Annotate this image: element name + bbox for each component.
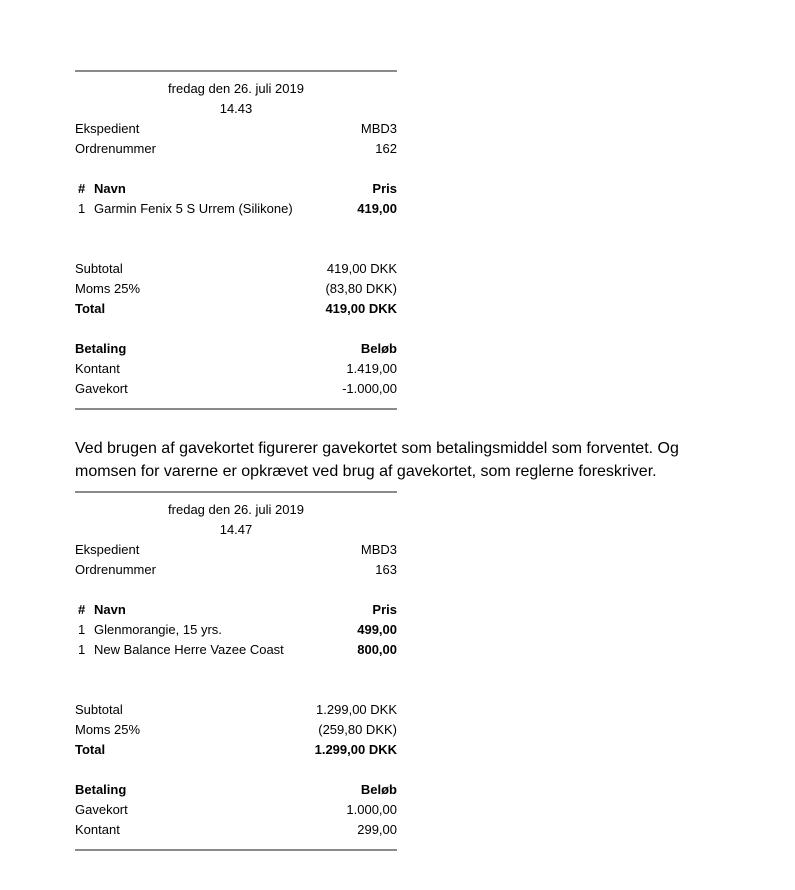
items-header-price: Pris <box>372 181 397 196</box>
payment-row <box>75 820 397 840</box>
payment-header-value: Beløb <box>360 341 397 356</box>
item-left <box>75 620 222 640</box>
item-left <box>75 199 293 219</box>
item-name: Garmin Fenix 5 S Urrem (Silikone) <box>94 201 293 216</box>
item-qty: 1 <box>78 642 86 657</box>
info-row <box>75 540 397 560</box>
vat-row <box>75 720 397 740</box>
item-left <box>75 640 284 660</box>
receipt-date: fredag den 26. juli 2019 <box>168 81 304 96</box>
subtotal-value: 419,00 DKK <box>326 261 397 276</box>
spacer <box>75 239 397 259</box>
items-header-num: # <box>78 602 86 617</box>
subtotal-value: 1.299,00 DKK <box>316 702 397 717</box>
spacer <box>75 760 397 780</box>
items-header-name: Navn <box>94 602 126 617</box>
info-value: 163 <box>375 562 397 577</box>
info-row <box>75 119 397 139</box>
spacer <box>75 660 397 680</box>
spacer <box>75 219 397 239</box>
items-header-price: Pris <box>372 602 397 617</box>
payment-value: -1.000,00 <box>342 381 397 396</box>
payment-header-value: Beløb <box>360 782 397 797</box>
item-name: Glenmorangie, 15 yrs. <box>94 622 222 637</box>
total-label: Total <box>75 742 106 757</box>
receipt-1 <box>75 70 397 410</box>
items-header <box>75 179 397 199</box>
vat-value: (83,80 DKK) <box>325 281 397 296</box>
payment-label: Gavekort <box>75 802 128 817</box>
subtotal-row <box>75 259 397 279</box>
payment-label: Kontant <box>75 822 120 837</box>
info-row <box>75 139 397 159</box>
payment-header <box>75 339 397 359</box>
receipt-date: fredag den 26. juli 2019 <box>168 502 304 517</box>
payment-row <box>75 379 397 399</box>
info-label: Ekspedient <box>75 542 140 557</box>
payment-value: 1.419,00 <box>346 361 397 376</box>
spacer <box>75 319 397 339</box>
spacer <box>75 580 397 600</box>
total-label: Total <box>75 301 106 316</box>
vat-value: (259,80 DKK) <box>318 722 397 737</box>
items-header-name: Navn <box>94 181 126 196</box>
items-header <box>75 600 397 620</box>
note-paragraph: Ved brugen af gavekortet figurerer gavekortet som betalingsmiddel som forventet. Og momsen for varerne er opkrævet ved brug af gavekortet, som reglerne foreskriver. <box>75 440 679 480</box>
items-header-left <box>75 600 126 620</box>
payment-label: Gavekort <box>75 381 128 396</box>
info-value: MBD3 <box>360 121 397 136</box>
item-row <box>75 199 397 219</box>
item-name: New Balance Herre Vazee Coast <box>94 642 284 657</box>
subtotal-label: Subtotal <box>75 702 123 717</box>
info-row <box>75 560 397 580</box>
payment-header-label: Betaling <box>75 782 127 797</box>
payment-row <box>75 800 397 820</box>
payment-header-label: Betaling <box>75 341 127 356</box>
payment-label: Kontant <box>75 361 120 376</box>
info-label: Ekspedient <box>75 121 140 136</box>
total-value: 419,00 DKK <box>325 301 397 316</box>
payment-value: 1.000,00 <box>346 802 397 817</box>
spacer <box>75 680 397 700</box>
receipt-time: 14.43 <box>219 101 253 116</box>
info-value: 162 <box>375 141 397 156</box>
info-label: Ordrenummer <box>75 141 156 156</box>
payment-value: 299,00 <box>357 822 397 837</box>
info-label: Ordrenummer <box>75 562 156 577</box>
item-price: 499,00 <box>357 622 397 637</box>
info-value: MBD3 <box>360 542 397 557</box>
total-value: 1.299,00 DKK <box>314 742 397 757</box>
item-row <box>75 620 397 640</box>
subtotal-label: Subtotal <box>75 261 123 276</box>
spacer <box>75 159 397 179</box>
item-row <box>75 640 397 660</box>
items-header-left <box>75 179 126 199</box>
item-qty: 1 <box>78 201 86 216</box>
vat-row <box>75 279 397 299</box>
vat-label: Moms 25% <box>75 722 141 737</box>
vat-label: Moms 25% <box>75 281 141 296</box>
payment-row <box>75 359 397 379</box>
total-row <box>75 740 397 760</box>
item-price: 800,00 <box>357 642 397 657</box>
item-price: 419,00 <box>357 201 397 216</box>
receipt-time: 14.47 <box>219 522 253 537</box>
payment-header <box>75 780 397 800</box>
subtotal-row <box>75 700 397 720</box>
receipt-2 <box>75 491 397 851</box>
items-header-num: # <box>78 181 86 196</box>
total-row <box>75 299 397 319</box>
item-qty: 1 <box>78 622 86 637</box>
